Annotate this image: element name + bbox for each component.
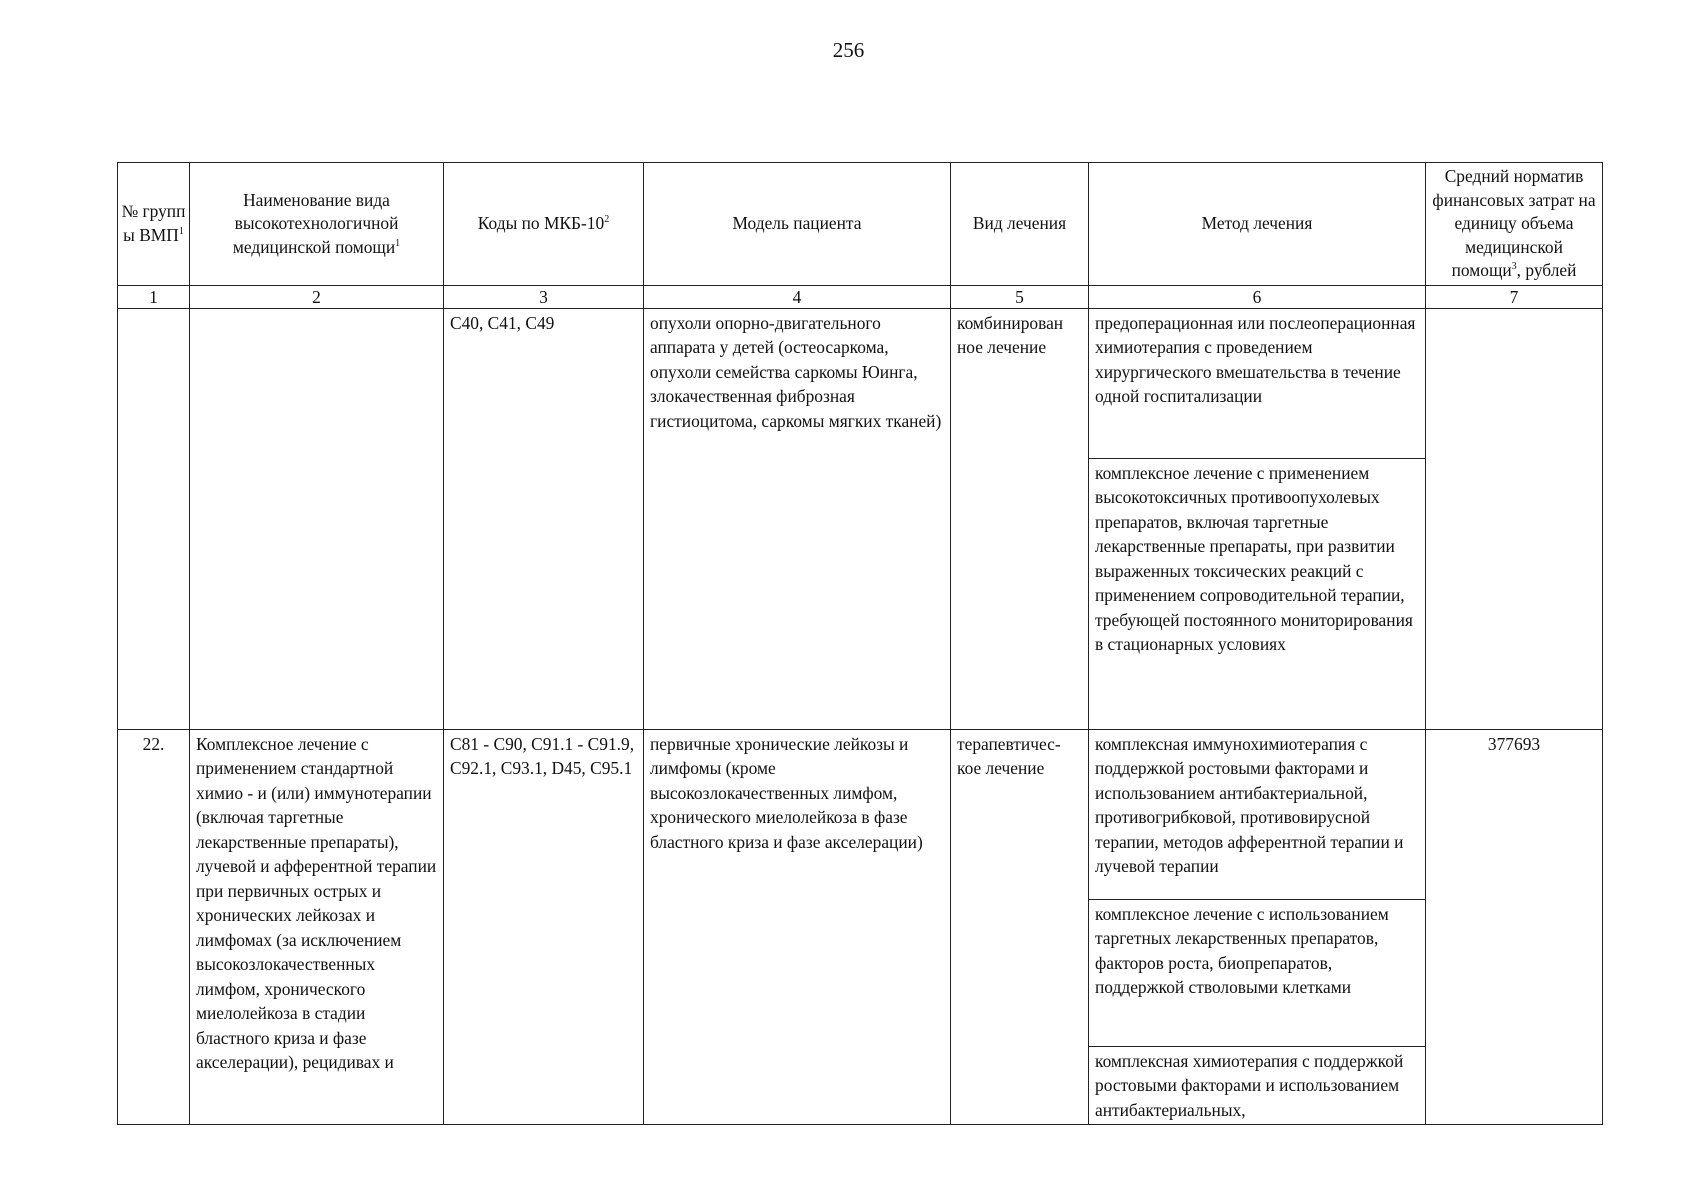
header-treatment-method: Метод лечения bbox=[1089, 163, 1426, 286]
header-care-type-name: Наименование вида высокотехнологичной медицинской помощи$^1$ bbox=[190, 163, 444, 286]
treatment-method-cell: комплексное лечение с использованием таргетных лекарственных препаратов, факторов роста, биопрепаратов, поддержкой стволовыми клетками bbox=[1089, 899, 1426, 1046]
column-number: 2 bbox=[190, 285, 444, 308]
group-number-cell bbox=[118, 308, 190, 729]
care-type-name-cell: Комплексное лечение с применением стандартной химио - и (или) иммунотерапии (включая таргетные лекарственные препараты), лучевой и афферентной терапии при первичных острых и хронических лейкозах и лимфомах (за исключением высокозлокачественных лимфом, хронического миелолейкоза в стадии бластного криза и фазе акселерации), рецидивах и bbox=[190, 729, 444, 1125]
icd-codes-cell: C81 - C90, C91.1 - C91.9, C92.1, C93.1, D45, C95.1 bbox=[444, 729, 644, 1125]
treatment-type-cell: терапевтичес-кое лечение bbox=[951, 729, 1089, 1125]
medical-care-table bbox=[117, 162, 1603, 1125]
header-patient-model: Модель пациента bbox=[644, 163, 951, 286]
treatment-method-cell: комплексная химиотерапия с поддержкой ростовыми факторами и использованием антибактериальных, bbox=[1089, 1046, 1426, 1125]
header-icd-codes: Коды по МКБ-$10^2$ bbox=[444, 163, 644, 286]
table-row bbox=[118, 729, 1603, 899]
header-treatment-type: Вид лечения bbox=[951, 163, 1089, 286]
icd-codes-cell: C40, C41, C49 bbox=[444, 308, 644, 729]
table-header-row bbox=[118, 163, 1603, 286]
group-number-cell: 22. bbox=[118, 729, 190, 1125]
treatment-method-cell: комплексное лечение с применением высокотоксичных противоопухолевых препаратов, включая таргетные лекарственные препараты, при развитии выраженных токсических реакций с применением сопроводительной терапии, требующей постоянного мониторирования в стационарных условиях bbox=[1089, 458, 1426, 729]
average-cost-cell: 377693 bbox=[1426, 729, 1603, 1125]
column-number-row bbox=[118, 285, 1603, 308]
care-type-name-cell bbox=[190, 308, 444, 729]
average-cost-cell bbox=[1426, 308, 1603, 729]
patient-model-cell: первичные хронические лейкозы и лимфомы (кроме высокозлокачественных лимфом, хронического миелолейкоза в фазе бластного криза и фазе акселерации) bbox=[644, 729, 951, 1125]
column-number: 7 bbox=[1426, 285, 1603, 308]
patient-model-cell: опухоли опорно-двигательного аппарата у детей (остеосаркома, опухоли семейства саркомы Юинга, злокачественная фиброзная гистиоцитома, саркомы мягких тканей) bbox=[644, 308, 951, 729]
column-number: 3 bbox=[444, 285, 644, 308]
treatment-method-cell: предоперационная или послеоперационная химиотерапия с проведением хирургического вмешательства в течение одной госпитализации bbox=[1089, 308, 1426, 458]
treatment-method-cell: комплексная иммунохимиотерапия с поддержкой ростовыми факторами и использованием антибактериальной, противогрибковой, противовирусной терапии, методов афферентной терапии и лучевой терапии bbox=[1089, 729, 1426, 899]
table-row bbox=[118, 308, 1603, 458]
column-number: 5 bbox=[951, 285, 1089, 308]
header-average-cost: Средний норматив финансовых затрат на единицу объема медицинской помощи$^3$, рублей bbox=[1426, 163, 1603, 286]
treatment-type-cell: комбинирован ное лечение bbox=[951, 308, 1089, 729]
page-number: 256 bbox=[832, 38, 865, 62]
column-number: 4 bbox=[644, 285, 951, 308]
column-number: 1 bbox=[118, 285, 190, 308]
column-number: 6 bbox=[1089, 285, 1426, 308]
header-group-number: № групп ы ВМП$^1$ bbox=[118, 163, 190, 286]
